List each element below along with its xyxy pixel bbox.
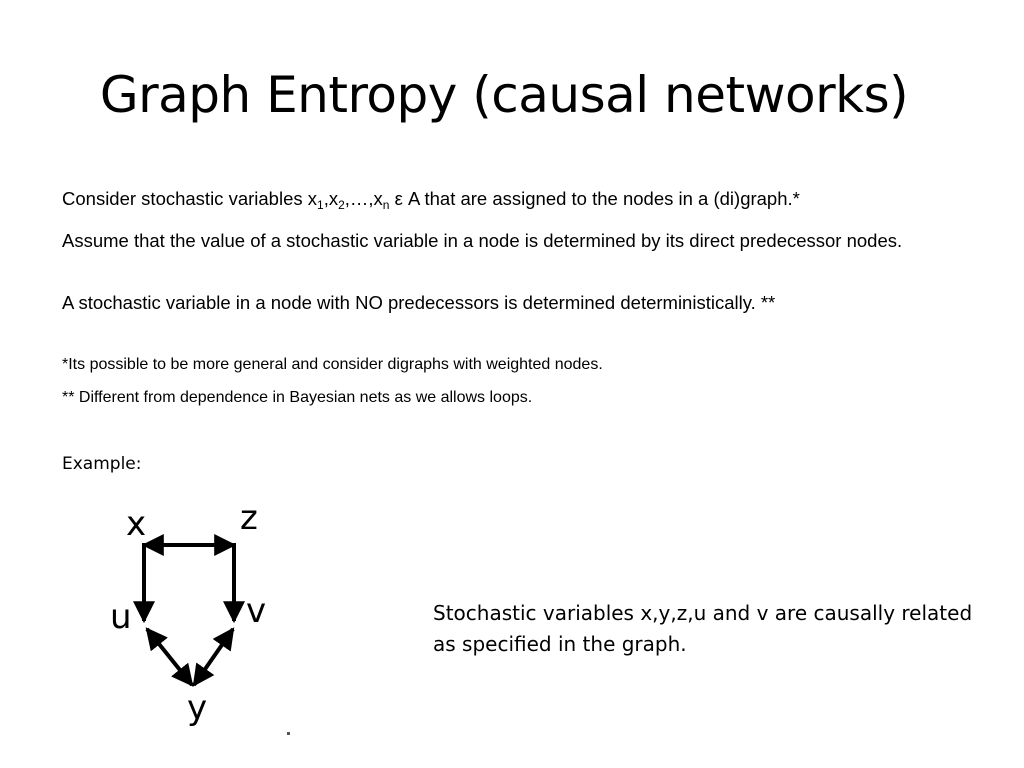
para1-sub2: 2 <box>338 198 345 212</box>
causal-graph-diagram <box>100 495 300 735</box>
edge-v-y <box>194 629 233 685</box>
node-u-label: u <box>110 597 132 637</box>
para1-tail: ε A that are assigned to the nodes in a (di)graph.* <box>389 188 800 209</box>
node-z-label: z <box>240 498 258 538</box>
paragraph-predecessors: Assume that the value of a stochastic variable in a node is determined by its direct predecessor nodes. <box>62 230 903 251</box>
paragraph-deterministic: A stochastic variable in a node with NO predecessors is determined deterministically. ** <box>62 292 776 313</box>
para1-sep2: ,…,x <box>344 188 383 209</box>
para1-sep1: ,x <box>323 188 339 209</box>
node-v-label: v <box>246 591 267 631</box>
paragraph-variables <box>62 186 982 211</box>
slide-marker-dot <box>287 732 290 735</box>
slide-title: Graph Entropy (causal networks) <box>99 66 909 124</box>
para1-subn: n <box>382 198 390 212</box>
para1-lead: Consider stochastic variables x <box>62 188 317 209</box>
node-x-label: x <box>126 504 147 544</box>
node-y-label: y <box>187 688 208 728</box>
edge-u-y <box>147 629 192 685</box>
footnote-bayesian: ** Different from dependence in Bayesian nets as we allows loops. <box>62 389 533 406</box>
footnote-weighted: *Its possible to be more general and consider digraphs with weighted nodes. <box>62 356 603 373</box>
example-label: Example: <box>62 454 142 474</box>
para1-sub1: 1 <box>317 198 324 212</box>
graph-caption: Stochastic variables x,y,z,u and v are causally related as specified in the graph. <box>433 601 973 656</box>
